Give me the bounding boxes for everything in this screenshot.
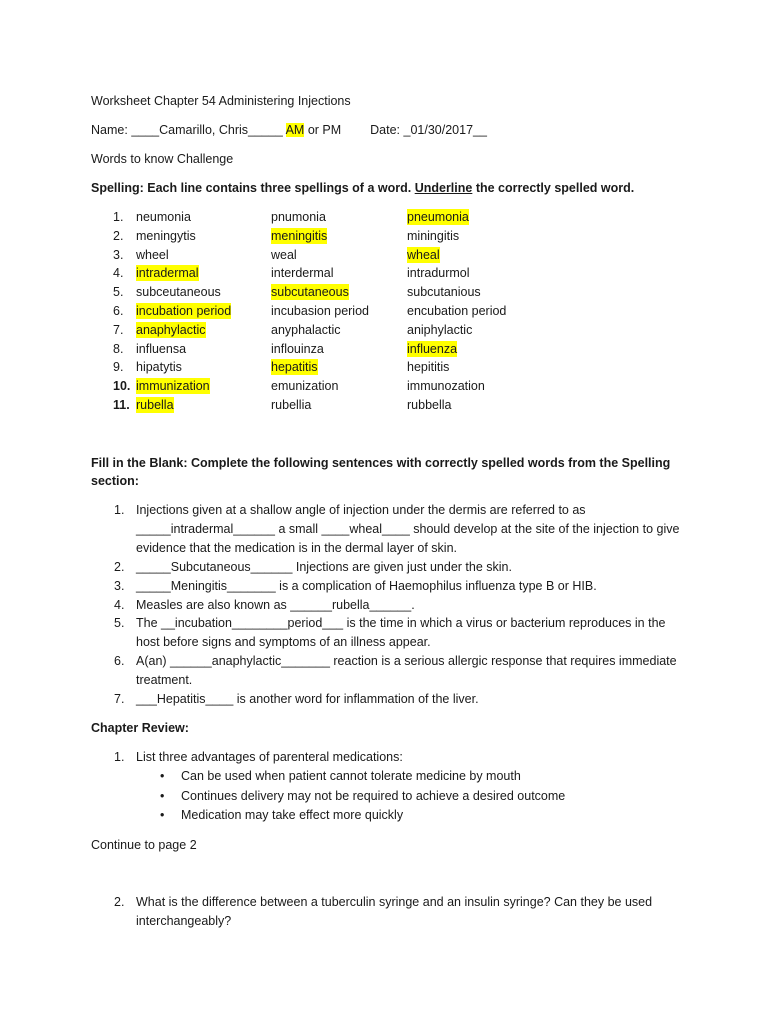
spelling-heading-underline: Underline bbox=[414, 181, 473, 195]
spelling-row bbox=[0, 228, 768, 246]
fill-item-7: ___Hepatitis____ is another word for inflammation of the liver. bbox=[136, 692, 479, 706]
spelling-option-1: rubella bbox=[136, 398, 174, 412]
spelling-option-1: intradermal bbox=[136, 266, 199, 281]
fill-item-4-num: 4. bbox=[114, 598, 125, 612]
fill-item-2: _____Subcutaneous______ Injections are given just under the skin. bbox=[136, 560, 512, 574]
spelling-number: 9. bbox=[113, 360, 124, 375]
spelling-option-1: subceutaneous bbox=[136, 285, 221, 300]
bullet-1-marker: • bbox=[160, 769, 165, 783]
fill-item-5-line1: The __incubation________period___ is the time in which a virus or bacterium reproduces in the bbox=[136, 616, 666, 630]
spelling-option-3: immunozation bbox=[407, 379, 485, 394]
spelling-row bbox=[0, 322, 768, 340]
spelling-option-2: pnumonia bbox=[271, 210, 326, 224]
am-marker: AM bbox=[285, 123, 305, 137]
spelling-option-2: rubellia bbox=[271, 398, 312, 412]
review-q2-num: 2. bbox=[114, 895, 125, 909]
spelling-option-1: wheel bbox=[136, 247, 169, 262]
spelling-option-3: subcutanious bbox=[407, 285, 481, 300]
spelling-row bbox=[0, 284, 768, 302]
continue-note: Continue to page 2 bbox=[91, 838, 197, 852]
fill-item-5-line2: host before signs and symptoms of an illness appear. bbox=[136, 635, 431, 649]
or-pm-text: or PM bbox=[307, 123, 342, 137]
review-q2-line1: What is the difference between a tuberculin syringe and an insulin syringe? Can they be used bbox=[136, 895, 653, 909]
spelling-option-3: pneumonia bbox=[407, 210, 469, 224]
fill-item-6-line1: A(an) ______anaphylactic_______ reaction is a serious allergic response that requires immediate bbox=[136, 654, 677, 668]
fill-item-6-num: 6. bbox=[114, 654, 125, 668]
spelling-row bbox=[0, 359, 768, 377]
spelling-option-1: anaphylactic bbox=[136, 322, 206, 337]
fill-item-6-line2: treatment. bbox=[136, 673, 193, 687]
spelling-heading bbox=[91, 180, 634, 196]
date-label: Date: bbox=[370, 123, 401, 137]
spelling-option-2: emunization bbox=[271, 379, 339, 394]
spelling-option-1: incubation period bbox=[136, 304, 232, 318]
fill-heading-line2: section: bbox=[91, 474, 139, 488]
words-to-know-heading: Words to know Challenge bbox=[91, 152, 234, 166]
spelling-option-3: intradurmol bbox=[407, 266, 470, 281]
date-value: _01/30/2017__ bbox=[403, 123, 487, 137]
spelling-row bbox=[0, 397, 768, 415]
fill-item-1-line2: _____intradermal______ a small ____wheal____ should develop at the site of the injection to give bbox=[136, 522, 680, 536]
review-q1: List three advantages of parenteral medications: bbox=[136, 750, 403, 764]
spelling-option-2: meningitis bbox=[271, 228, 328, 243]
spelling-option-2: weal bbox=[271, 247, 297, 262]
spelling-number: 1. bbox=[113, 210, 124, 224]
spelling-option-2: interdermal bbox=[271, 266, 334, 281]
advantage-3: Medication may take effect more quickly bbox=[181, 808, 404, 822]
bullet-3-marker: • bbox=[160, 808, 165, 822]
spelling-option-1: influensa bbox=[136, 341, 187, 356]
name-value: ____Camarillo, Chris_____ bbox=[131, 123, 283, 137]
name-label: Name: bbox=[91, 123, 128, 137]
review-q2-line2: interchangeably? bbox=[136, 914, 232, 928]
spelling-option-3: hepititis bbox=[407, 360, 450, 375]
spelling-option-1: immunization bbox=[136, 379, 210, 394]
spelling-number: 2. bbox=[113, 228, 124, 243]
chapter-review-heading: Chapter Review: bbox=[91, 721, 189, 735]
spelling-option-3: encubation period bbox=[407, 304, 507, 318]
fill-item-2-num: 2. bbox=[114, 560, 125, 574]
spelling-option-3: rubbella bbox=[407, 398, 452, 412]
spelling-option-3: influenza bbox=[407, 341, 458, 356]
fill-item-7-num: 7. bbox=[114, 692, 125, 706]
fill-item-1-line3: evidence that the medication is in the dermal layer of skin. bbox=[136, 541, 458, 555]
spelling-option-2: inflouinza bbox=[271, 341, 324, 356]
spelling-row bbox=[0, 247, 768, 265]
spelling-heading-post: the correctly spelled word. bbox=[475, 181, 635, 195]
spelling-number: 11. bbox=[113, 398, 130, 412]
fill-item-5-num: 5. bbox=[114, 616, 125, 630]
fill-item-3-num: 3. bbox=[114, 579, 125, 593]
spelling-row bbox=[0, 209, 768, 227]
spelling-option-1: meningytis bbox=[136, 228, 196, 243]
fill-heading-line1: Fill in the Blank: Complete the following sentences with correctly spelled words from the Spelling bbox=[91, 456, 671, 470]
name-line bbox=[91, 122, 487, 138]
spelling-row bbox=[0, 341, 768, 359]
spelling-heading-pre: Spelling: Each line contains three spellings of a word. bbox=[91, 181, 412, 195]
fill-item-3: _____Meningitis_______ is a complication of Haemophilus influenza type B or HIB. bbox=[136, 579, 597, 593]
spelling-option-2: incubasion period bbox=[271, 304, 369, 318]
spelling-row bbox=[0, 303, 768, 321]
spelling-number: 8. bbox=[113, 341, 124, 356]
spelling-number: 10. bbox=[113, 379, 131, 394]
fill-item-4: Measles are also known as ______rubella______. bbox=[136, 598, 415, 612]
worksheet-title: Worksheet Chapter 54 Administering Injections bbox=[91, 94, 351, 108]
bullet-2-marker: • bbox=[160, 789, 165, 803]
spelling-option-3: wheal bbox=[407, 247, 440, 262]
spelling-option-2: hepatitis bbox=[271, 360, 318, 375]
spelling-option-3: aniphylactic bbox=[407, 322, 473, 337]
spelling-option-2: anyphalactic bbox=[271, 322, 341, 337]
spelling-row bbox=[0, 378, 768, 396]
spelling-number: 6. bbox=[113, 304, 124, 318]
fill-item-1-num: 1. bbox=[114, 503, 125, 517]
spelling-number: 4. bbox=[113, 266, 124, 281]
spelling-number: 3. bbox=[113, 247, 124, 262]
spelling-option-3: miningitis bbox=[407, 228, 460, 243]
advantage-1: Can be used when patient cannot tolerate medicine by mouth bbox=[181, 769, 521, 783]
advantage-2: Continues delivery may not be required to achieve a desired outcome bbox=[181, 789, 566, 803]
spelling-row bbox=[0, 265, 768, 283]
spelling-option-2: subcutaneous bbox=[271, 285, 349, 300]
spelling-number: 5. bbox=[113, 285, 124, 300]
fill-item-1-line1: Injections given at a shallow angle of injection under the dermis are referred to as bbox=[136, 503, 586, 517]
review-q1-num: 1. bbox=[114, 750, 125, 764]
spelling-option-1: neumonia bbox=[136, 210, 191, 224]
spelling-number: 7. bbox=[113, 322, 124, 337]
spelling-option-1: hipatytis bbox=[136, 360, 182, 375]
